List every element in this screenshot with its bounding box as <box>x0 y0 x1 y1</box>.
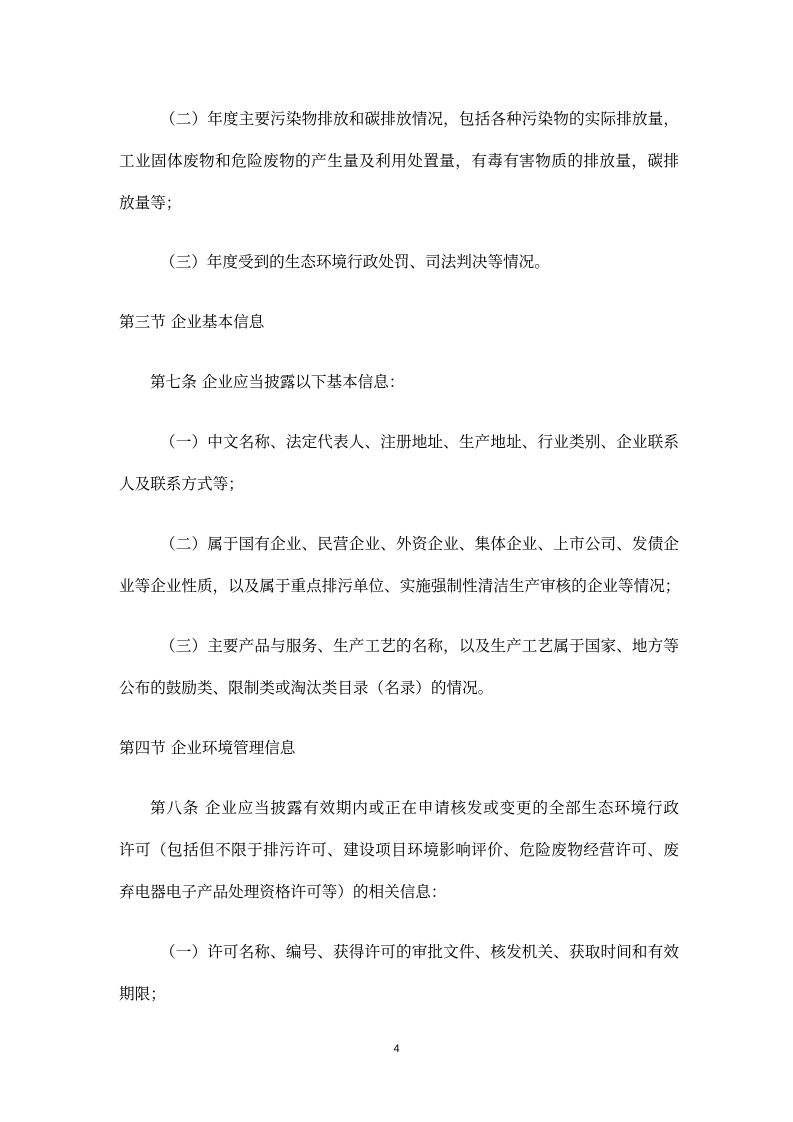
paragraph-line: 弃电器电子产品处理资格许可等）的相关信息： <box>119 883 447 901</box>
paragraph-line: 工业固体废物和危险废物的产生量及利用处置量，有毒有害物质的排放量，碳排 <box>119 152 679 170</box>
paragraph-line: 人及联系方式等； <box>119 475 244 493</box>
paragraph-line: （三）年度受到的生态环境行政处罚、司法判决等情况。 <box>160 253 550 271</box>
article-heading: 第七条 企业应当披露以下基本信息： <box>150 373 405 391</box>
section-heading: 第四节 企业环境管理信息 <box>119 739 296 757</box>
paragraph-line: （一）中文名称、法定代表人、注册地址、生产地址、行业类别、企业联系 <box>160 433 679 451</box>
paragraph-line: 许可（包括但不限于排污许可、建设项目环境影响评价、危险废物经营许可、废 <box>119 841 679 859</box>
paragraph-line: （二）属于国有企业、民营企业、外资企业、集体企业、上市公司、发债企 <box>160 535 679 553</box>
paragraph-line: 业等企业性质，以及属于重点排污单位、实施强制性清洁生产审核的企业等情况； <box>119 577 681 595</box>
paragraph-line: （三）主要产品与服务、生产工艺的名称，以及生产工艺属于国家、地方等 <box>160 637 679 655</box>
paragraph-line: （一）许可名称、编号、获得许可的审批文件、核发机关、获取时间和有效 <box>160 943 679 961</box>
paragraph-line: （二）年度主要污染物排放和碳排放情况，包括各种污染物的实际排放量， <box>160 110 679 128</box>
paragraph-line: 期限； <box>119 985 166 1003</box>
article-heading: 第八条 企业应当披露有效期内或正在申请核发或变更的全部生态环境行政 <box>150 799 679 817</box>
paragraph-line: 公布的鼓励类、限制类或淘汰类目录（名录）的情况。 <box>119 679 494 697</box>
section-heading: 第三节 企业基本信息 <box>119 313 265 331</box>
paragraph-line: 放量等； <box>119 194 182 212</box>
page-number: 4 <box>393 1043 400 1055</box>
